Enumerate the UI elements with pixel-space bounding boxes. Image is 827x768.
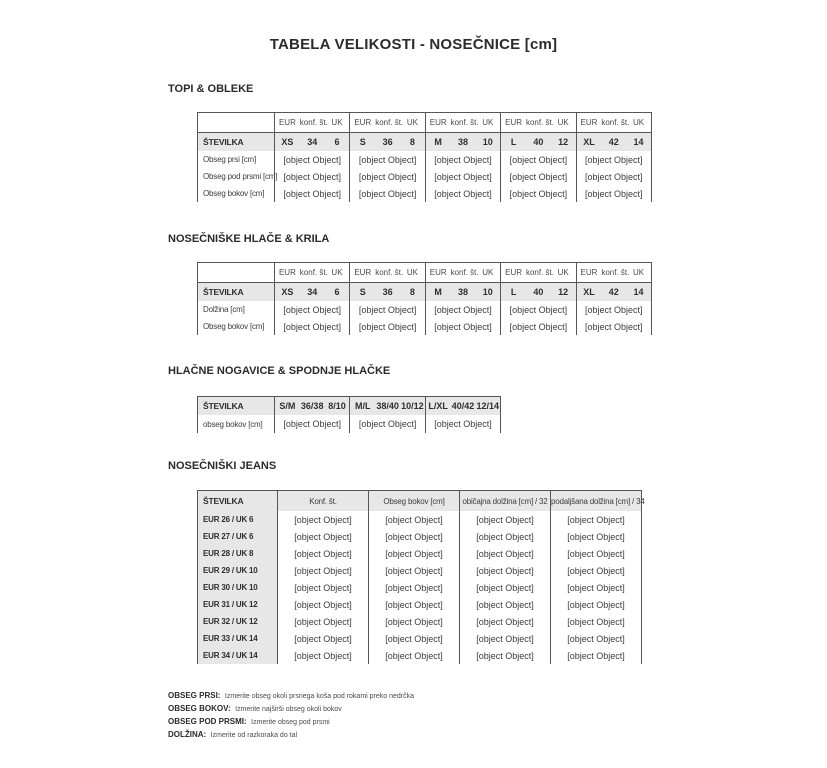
jeans-size-value: [object Object]: [551, 545, 642, 562]
measurement-row-label: Dolžina [cm]: [203, 305, 245, 314]
measurement-value: [object Object]: [275, 168, 350, 185]
size-value-letter: L/XL: [425, 397, 450, 415]
size-row: [198, 397, 500, 415]
jeans-size-value: [object Object]: [369, 528, 460, 545]
unit-header-eur: EUR: [501, 113, 526, 133]
jeans-size-value: [object Object]: [369, 613, 460, 630]
size-value-eur: M: [425, 133, 450, 152]
size-value-eur: XL: [576, 283, 601, 302]
unit-header-uk: UK: [482, 118, 494, 127]
section-heading-topi-obleke: TOPI & OBLEKE: [168, 83, 254, 95]
size-value-eur: XL: [576, 133, 601, 152]
size-value-uk: 8: [409, 137, 415, 147]
jeans-size-value: [object Object]: [551, 613, 642, 630]
jeans-size-label: EUR 33 / UK 14: [198, 630, 278, 647]
jeans-size-row: [198, 613, 641, 630]
measurement-row: [198, 168, 651, 185]
jeans-size-value: [object Object]: [369, 647, 460, 664]
unit-header-konf: konf. št.: [450, 118, 479, 127]
section-heading-nogavice-hlacke: HLAČNE NOGAVICE & SPODNJE HLAČKE: [168, 365, 391, 377]
size-value-konf: 36/38: [300, 401, 324, 411]
measurement-value: [object Object]: [275, 185, 350, 202]
jeans-size-label: EUR 30 / UK 10: [198, 579, 278, 596]
size-table: [198, 397, 500, 433]
size-value-uk: 12: [558, 287, 569, 297]
unit-header-konf: konf. št.: [525, 118, 554, 127]
size-value-konf: 38: [457, 287, 468, 297]
measurement-row: [198, 415, 500, 433]
jeans-column-header: Obseg bokov [cm]: [369, 491, 460, 511]
unit-header-uk: UK: [632, 118, 645, 127]
jeans-size-value: [object Object]: [551, 562, 642, 579]
jeans-size-value: [object Object]: [369, 579, 460, 596]
measurement-value: [object Object]: [275, 151, 350, 168]
size-value-uk: 10: [482, 287, 493, 297]
jeans-size-value: [object Object]: [278, 511, 369, 528]
empty-corner-cell: [198, 263, 275, 283]
unit-header-uk: UK: [331, 268, 343, 277]
empty-corner-cell: [198, 113, 275, 133]
size-value-uk: 10/12: [401, 401, 424, 411]
size-value-letter: S/M: [275, 397, 300, 415]
size-value-eur: S: [350, 133, 375, 152]
measurement-note: [168, 687, 414, 700]
measurement-row-label: Obseg pod prsmi [cm]: [203, 172, 278, 181]
measurement-row-label: Obseg bokov [cm]: [203, 189, 265, 198]
unit-header-eur: EUR: [275, 113, 300, 133]
measurement-value: [object Object]: [425, 151, 500, 168]
size-value-eur: S: [350, 283, 375, 302]
unit-header-uk: UK: [482, 268, 494, 277]
measurement-value: [object Object]: [501, 301, 576, 318]
measurement-row-label: Obseg bokov [cm]: [203, 322, 265, 331]
jeans-size-label: EUR 26 / UK 6: [198, 511, 278, 528]
size-value-konf: 36: [382, 137, 393, 147]
measurement-value: [object Object]: [576, 168, 651, 185]
note-label: OBSEG PRSI:: [168, 691, 221, 700]
jeans-size-label: EUR 31 / UK 12: [198, 596, 278, 613]
size-value-uk: 12/14: [476, 401, 500, 411]
measurement-value: [object Object]: [501, 168, 576, 185]
measurement-row: [198, 185, 651, 202]
jeans-size-row: [198, 545, 641, 562]
unit-header-konf: konf. št.: [299, 118, 328, 127]
measurement-row-label: obseg bokov [cm]: [203, 419, 263, 429]
unit-header-row: [198, 113, 651, 133]
size-value-uk: 8: [409, 287, 415, 297]
unit-header-konf: konf. št.: [450, 268, 479, 277]
measurement-value: [object Object]: [275, 415, 350, 433]
jeans-size-row: [198, 647, 641, 664]
unit-header-eur: EUR: [576, 113, 601, 133]
jeans-size-row: [198, 630, 641, 647]
jeans-size-value: [object Object]: [460, 579, 551, 596]
jeans-header-row: [198, 491, 641, 511]
unit-header-eur: EUR: [350, 113, 375, 133]
size-value-eur: L: [501, 133, 526, 152]
jeans-size-label: EUR 29 / UK 10: [198, 562, 278, 579]
jeans-size-value: [object Object]: [278, 528, 369, 545]
note-label: OBSEG POD PRSMI:: [168, 717, 247, 726]
size-value-eur: XS: [275, 283, 300, 302]
unit-header-konf: konf. št.: [601, 268, 630, 277]
note-label: OBSEG BOKOV:: [168, 704, 231, 713]
jeans-size-value: [object Object]: [551, 647, 642, 664]
note-text: Izmerite od razkoraka do tal: [210, 732, 298, 739]
measurement-value: [object Object]: [425, 318, 500, 335]
unit-header-konf: konf. št.: [375, 118, 404, 127]
jeans-column-header: podaljšana dolžina [cm] / 34: [551, 491, 642, 511]
unit-header-uk: UK: [632, 268, 645, 277]
jeans-size-value: [object Object]: [460, 562, 551, 579]
jeans-size-value: [object Object]: [551, 630, 642, 647]
jeans-size-value: [object Object]: [278, 596, 369, 613]
size-value-uk: 10: [482, 137, 493, 147]
measurement-row: [198, 151, 651, 168]
jeans-size-value: [object Object]: [369, 596, 460, 613]
unit-header-uk: UK: [331, 118, 343, 127]
jeans-header-label: ŠTEVILKA: [203, 496, 244, 506]
unit-header-eur: EUR: [501, 263, 526, 283]
measurement-value: [object Object]: [576, 318, 651, 335]
measurement-value: [object Object]: [350, 185, 425, 202]
measurement-value: [object Object]: [350, 151, 425, 168]
measurement-value: [object Object]: [275, 301, 350, 318]
jeans-size-value: [object Object]: [460, 528, 551, 545]
size-value-konf: 34: [307, 287, 318, 297]
size-value-eur: M: [425, 283, 450, 302]
measurement-value: [object Object]: [425, 168, 500, 185]
jeans-size-value: [object Object]: [551, 579, 642, 596]
size-value-konf: 42: [608, 287, 619, 297]
size-value-konf: 40: [533, 287, 544, 297]
unit-header-uk: UK: [557, 118, 569, 127]
jeans-size-value: [object Object]: [551, 528, 642, 545]
size-value-eur: L: [501, 283, 526, 302]
jeans-size-value: [object Object]: [278, 647, 369, 664]
unit-header-eur: EUR: [350, 263, 375, 283]
unit-header-uk: UK: [557, 268, 569, 277]
measurement-row: [198, 318, 651, 335]
nogavice-hlacke-table: [197, 396, 501, 433]
jeans-size-label: EUR 27 / UK 6: [198, 528, 278, 545]
size-value-konf: 40: [533, 137, 544, 147]
size-value-uk: 6: [334, 287, 340, 297]
measurement-row-label: Obseg prsi [cm]: [203, 155, 257, 164]
unit-header-eur: EUR: [275, 263, 300, 283]
measurement-value: [object Object]: [350, 415, 425, 433]
jeans-size-value: [object Object]: [369, 630, 460, 647]
jeans-size-value: [object Object]: [460, 545, 551, 562]
jeans-size-value: [object Object]: [369, 511, 460, 528]
measurement-value: [object Object]: [350, 318, 425, 335]
jeans-size-row: [198, 511, 641, 528]
measurement-value: [object Object]: [350, 168, 425, 185]
jeans-size-value: [object Object]: [460, 511, 551, 528]
measurement-value: [object Object]: [576, 151, 651, 168]
measurement-value: [object Object]: [425, 415, 500, 433]
measurement-note: [168, 700, 414, 713]
hlace-krila-table: [197, 262, 652, 335]
size-value-eur: XS: [275, 133, 300, 152]
size-value-uk: 6: [334, 137, 340, 147]
section-heading-jeans: NOSEČNIŠKI JEANS: [168, 460, 277, 472]
jeans-size-label: EUR 28 / UK 8: [198, 545, 278, 562]
measurement-note: [168, 726, 414, 739]
topi-obleke-table: [197, 112, 652, 202]
jeans-size-value: [object Object]: [460, 630, 551, 647]
jeans-size-row: [198, 562, 641, 579]
jeans-size-value: [object Object]: [278, 562, 369, 579]
note-text: Izmerite obseg okoli prsnega koša pod rokami preko nedrčka: [224, 693, 415, 700]
size-value-uk: 14: [633, 287, 644, 297]
size-value-konf: 42: [608, 137, 619, 147]
size-value-uk: 14: [633, 137, 644, 147]
size-table: [198, 491, 645, 664]
size-row-label: ŠTEVILKA: [203, 287, 244, 297]
size-value-konf: 36: [382, 287, 393, 297]
jeans-size-value: [object Object]: [460, 647, 551, 664]
size-row: [198, 283, 651, 302]
unit-header-eur: EUR: [425, 263, 450, 283]
measurement-value: [object Object]: [425, 301, 500, 318]
unit-header-konf: konf. št.: [299, 268, 328, 277]
size-row: [198, 133, 651, 152]
jeans-size-value: [object Object]: [278, 613, 369, 630]
measurement-value: [object Object]: [501, 185, 576, 202]
note-text: Izmerite obseg pod prsmi: [251, 719, 330, 726]
jeans-size-label: EUR 32 / UK 12: [198, 613, 278, 630]
jeans-table: [197, 490, 645, 664]
measurement-value: [object Object]: [275, 318, 350, 335]
jeans-size-row: [198, 579, 641, 596]
unit-header-uk: UK: [406, 268, 418, 277]
unit-header-uk: UK: [406, 118, 418, 127]
jeans-size-label: EUR 34 / UK 14: [198, 647, 278, 664]
size-row-label: ŠTEVILKA: [203, 401, 244, 411]
measurement-value: [object Object]: [576, 185, 651, 202]
jeans-column-header: običajna dolžina [cm] / 32: [460, 491, 551, 511]
jeans-size-row: [198, 528, 641, 545]
measurement-note: [168, 713, 414, 726]
jeans-size-value: [object Object]: [551, 511, 642, 528]
size-table: [198, 113, 651, 202]
measurement-notes: [168, 687, 414, 739]
size-value-uk: 12: [558, 137, 569, 147]
jeans-size-value: [object Object]: [278, 630, 369, 647]
unit-header-konf: konf. št.: [525, 268, 554, 277]
size-table: [198, 263, 651, 335]
unit-header-row: [198, 263, 651, 283]
measurement-value: [object Object]: [350, 301, 425, 318]
size-value-letter: M/L: [350, 397, 375, 415]
unit-header-konf: konf. št.: [375, 268, 404, 277]
jeans-size-value: [object Object]: [369, 562, 460, 579]
size-value-uk: 8/10: [328, 401, 346, 411]
jeans-size-row: [198, 596, 641, 613]
jeans-size-value: [object Object]: [278, 579, 369, 596]
size-value-konf: 34: [307, 137, 318, 147]
size-value-konf: 38/40: [376, 401, 399, 411]
note-text: Izmerite najširši obseg okoli bokov: [235, 706, 342, 713]
measurement-value: [object Object]: [501, 318, 576, 335]
size-value-konf: 38: [457, 137, 468, 147]
unit-header-eur: EUR: [576, 263, 601, 283]
jeans-size-value: [object Object]: [278, 545, 369, 562]
jeans-size-value: [object Object]: [551, 596, 642, 613]
jeans-size-value: [object Object]: [460, 596, 551, 613]
page-title: TABELA VELIKOSTI - NOSEČNICE [cm]: [269, 36, 558, 53]
jeans-size-value: [object Object]: [369, 545, 460, 562]
measurement-value: [object Object]: [576, 301, 651, 318]
jeans-column-header: Konf. št.: [278, 491, 369, 511]
jeans-size-value: [object Object]: [460, 613, 551, 630]
section-heading-hlace-krila: NOSEČNIŠKE HLAČE & KRILA: [168, 233, 330, 245]
unit-header-eur: EUR: [425, 113, 450, 133]
note-label: DOLŽINA:: [168, 730, 207, 739]
measurement-value: [object Object]: [425, 185, 500, 202]
measurement-row: [198, 301, 651, 318]
measurement-value: [object Object]: [501, 151, 576, 168]
size-row-label: ŠTEVILKA: [203, 137, 244, 147]
size-value-konf: 40/42: [451, 401, 475, 411]
unit-header-konf: konf. št.: [601, 118, 630, 127]
